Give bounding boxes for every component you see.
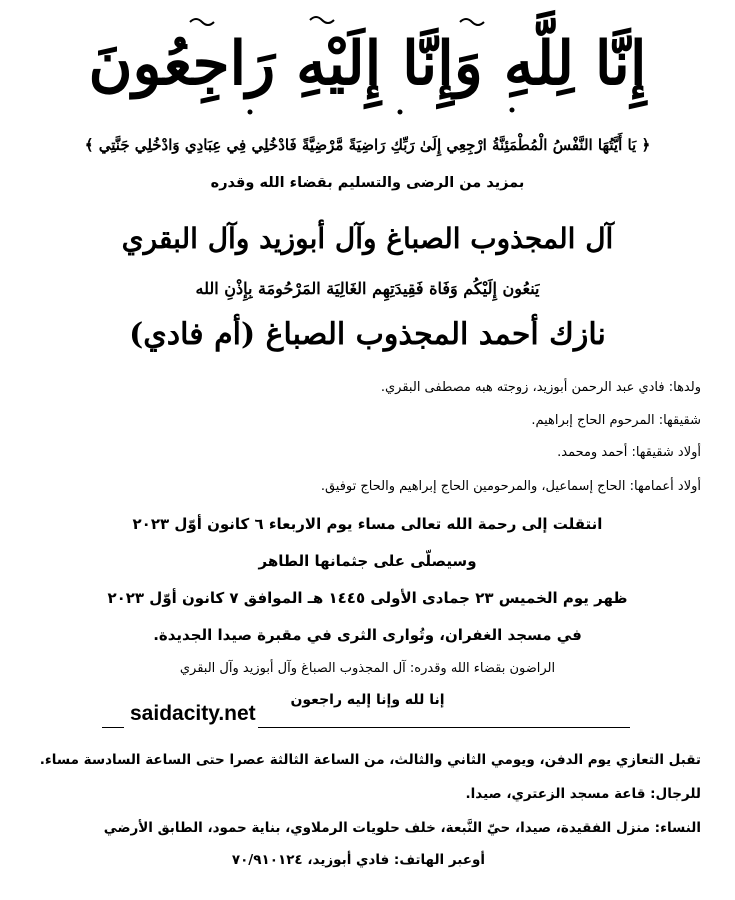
deceased-name: نازك أحمد المجذوب الصباغ (أم فادي) [129,317,606,352]
underline-left [102,727,124,728]
relative-nephews: أولاد شقيقها: أحمد ومحمد. [557,445,701,460]
site-name: saidacity.net [130,702,256,725]
relative-brother: شقيقها: المرحوم الحاج إبراهيم. [531,413,701,428]
intro-line: بمزيد من الرضى والتسليم بقضاء الله وقدره [210,175,525,191]
underline-right [258,727,630,728]
families-heading: آل المجذوب الصباغ وآل أبوزيد وآل البقري [121,222,614,255]
condolence-men: للرجال: قاعة مسجد الزعتري، صيدا. [465,786,701,802]
prayer-time-line: ظهر يوم الخميس ٢٣ جمادى الأولى ١٤٤٥ هـ الموافق ٧ كانون أوّل ٢٠٢٣ [107,589,628,607]
relative-cousins: أولاد أعمامها: الحاج إسماعيل، والمرحومين الحاج إبراهيم والحاج توفيق. [320,479,701,494]
burial-line: في مسجد الغفران، وتُوارى الثرى في مقبرة صيدا الجديدة. [153,626,582,644]
condolence-women: النساء: منزل الفقيدة، صيدا، حيّ النَّبعة، خلف حلويات الرملاوي، بناية حمود، الطابق الأرضي [103,820,701,836]
quran-verse: ﴿ يَا أَيَّتُهَا النَّفْسُ الْمُطْمَئِنَّةُ ارْجِعِي إِلَىٰ رَبِّكِ رَاضِيَةً مَّرْضِيَّةً فَادْخُلِي فِي عِبَادِي وَادْخُلِي جَنَّتِي ﴾ [84,136,651,154]
condolence-intro: تقبل التعازي يوم الدفن، ويومي الثاني والثالث، من الساعة الثالثة عصرا حتى الساعة السادسة مساء. [39,752,701,768]
signers-line: الراضون بقضاء الله وقدره: آل المجذوب الصباغ وآل أبوزيد وآل البقري [179,661,556,676]
closing-line: إنا لله وإنا إليه راجعون [290,692,445,708]
condolence-phone: أوعبر الهاتف: فادي أبوزيد، ٧٠/٩١٠١٢٤ [231,852,485,868]
death-line: انتقلت إلى رحمة الله تعالى مساء يوم الاربعاء ٦ كانون أوّل ٢٠٢٣ [132,515,603,533]
prayer-line: وسيصلّى على جثمانها الطاهر [258,552,477,570]
mourning-line: يَنعُون إِلَيْكُم وَفَاة فَقِيدَتِهِم الغَالِيَة المَرْحُومَة بِإِذْنِ الله [195,279,540,298]
site-watermark-row [102,702,630,732]
relative-son: ولدها: فادي عبد الرحمن أبوزيد، زوجته هبه مصطفى البقري. [380,380,701,395]
calligraphy-title: إِنَّا لِلَّهِ وَإِنَّا إِلَيْهِ رَاجِعُونَ [88,29,647,99]
